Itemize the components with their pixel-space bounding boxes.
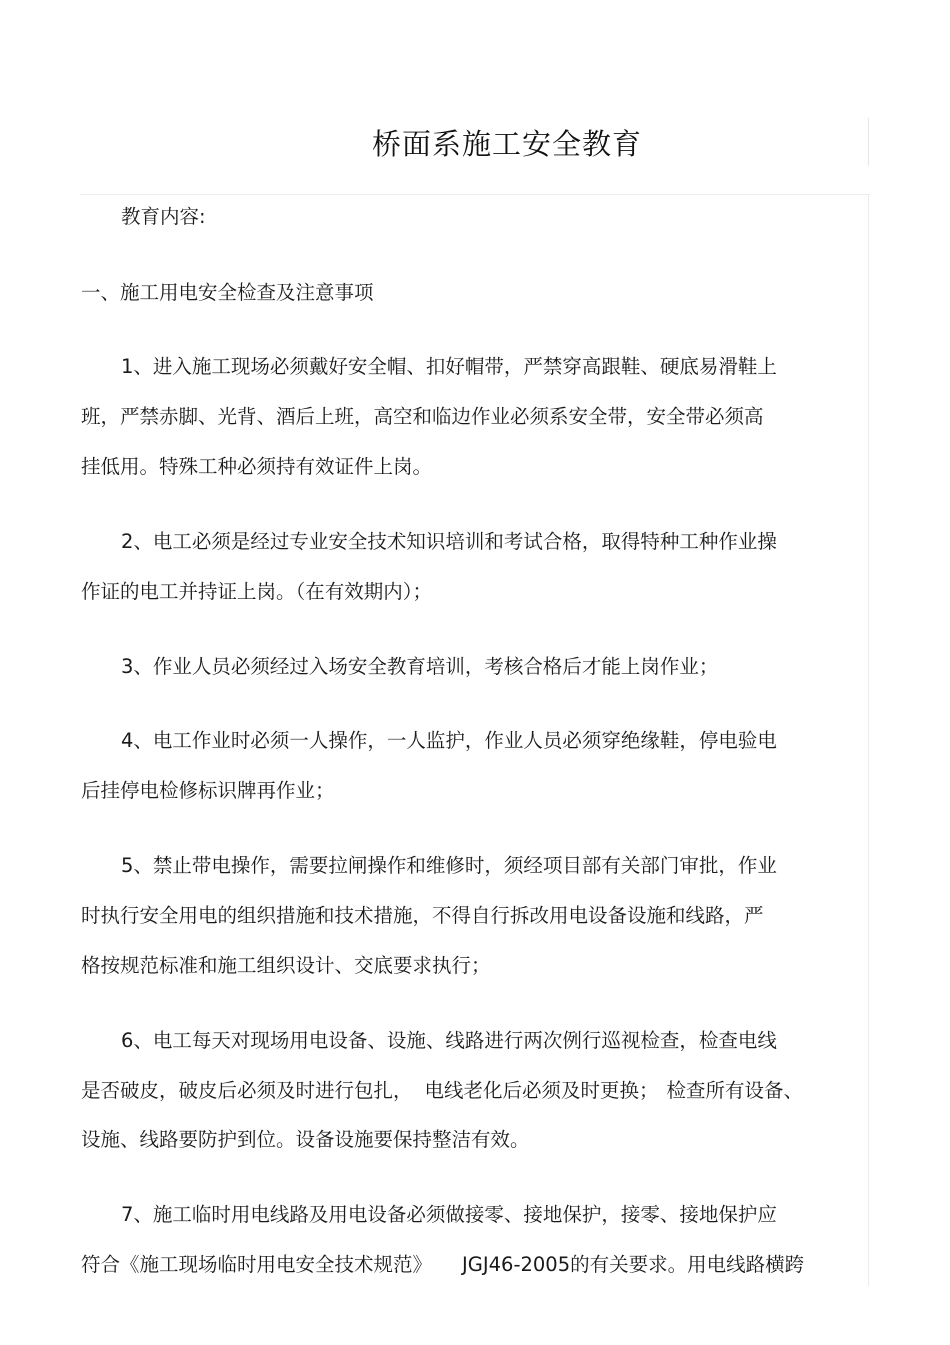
paragraph-line: 1、进入施工现场必须戴好安全帽、扣好帽带，严禁穿高跟鞋、硬底易滑鞋上: [121, 355, 777, 378]
paragraph-line: 5、禁止带电操作，需要拉闸操作和维修时，须经项目部有关部门审批，作业: [121, 854, 777, 877]
divider: [868, 194, 869, 1286]
paragraph-line: 6、电工每天对现场用电设备、设施、线路进行两次例行巡视检查，检查电线: [121, 1029, 777, 1052]
paragraph-line: 7、施工临时用电线路及用电设备必须做接零、接地保护，接零、接地保护应: [121, 1203, 777, 1226]
paragraph-line: 时执行安全用电的组织措施和技术措施，不得自行拆改用电设备设施和线路，严: [81, 904, 764, 927]
paragraph-line: [81, 1253, 804, 1277]
text-segment: 电线老化后必须及时更换；: [424, 1079, 659, 1102]
paragraph-line: 2、电工必须是经过专业安全技术知识培训和考试合格，取得特种工种作业操: [121, 530, 777, 553]
divider: [80, 194, 870, 195]
document-title: 桥面系施工安全教育: [371, 127, 642, 161]
paragraph-line: 作证的电工并持证上岗。（在有效期内）；: [81, 580, 433, 603]
standard-code: JGJ46-2005: [462, 1253, 571, 1276]
text-segment: 检查所有设备、: [666, 1079, 804, 1102]
paragraph-line: 挂低用。特殊工种必须持有效证件上岗。: [81, 455, 433, 478]
paragraph-line: 设施、线路要防护到位。设备设施要保持整洁有效。: [81, 1128, 530, 1151]
text-segment: 符合《施工现场临时用电安全技术规范》: [81, 1253, 433, 1276]
divider: [868, 118, 869, 166]
paragraph-line: [81, 1079, 803, 1103]
text-segment: 是否破皮，破皮后必须及时进行包扎，: [81, 1079, 413, 1102]
intro-label: 教育内容:: [121, 205, 206, 228]
paragraph-line: 4、电工作业时必须一人操作，一人监护，作业人员必须穿绝缘鞋，停电验电: [121, 729, 777, 752]
paragraph-line: 格按规范标准和施工组织设计、交底要求执行；: [81, 954, 491, 977]
paragraph-line: 3、作业人员必须经过入场安全教育培训，考核合格后才能上岗作业；: [121, 655, 719, 678]
text-segment: 的有关要求。用电线路横跨: [570, 1253, 805, 1276]
paragraph-line: 班，严禁赤脚、光背、酒后上班，高空和临边作业必须系安全带，安全带必须高: [81, 405, 764, 428]
paragraph-line: 后挂停电检修标识牌再作业；: [81, 779, 335, 802]
section-heading: 一、施工用电安全检查及注意事项: [81, 281, 374, 304]
